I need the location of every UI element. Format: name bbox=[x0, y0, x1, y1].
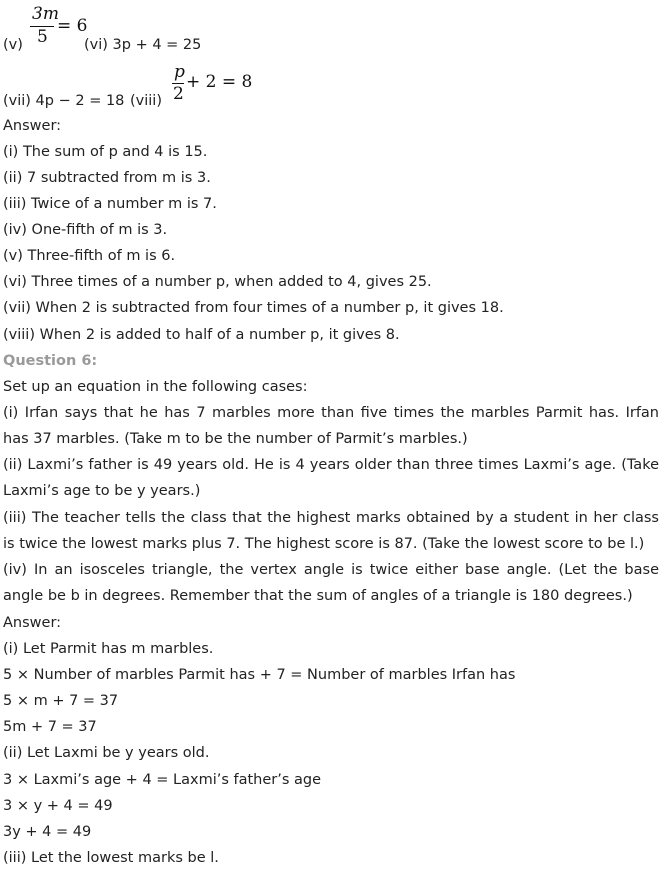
eq-viii-fraction bbox=[172, 62, 252, 106]
eq-v-numerator: 3m bbox=[32, 4, 59, 24]
answer-line: (vi) Three times of a number p, when added to 4, gives 25. bbox=[3, 274, 432, 290]
question-part: (iii) The teacher tells the class that the highest marks obtained by a student in her class is twice the lowest marks plus 7. The highest score is 87. (Take the lowest score to be l.) bbox=[3, 510, 659, 552]
answer-line: (i) Let Parmit has m marbles. bbox=[3, 641, 214, 657]
answer-line: 5 × m + 7 = 37 bbox=[3, 693, 119, 709]
question-part: (iv) In an isosceles triangle, the vertex angle is twice either base angle. (Let the base angle be b in degrees. Remember that the sum of angles of a triangle is 180 degrees.) bbox=[3, 562, 659, 604]
question-part: (ii) Laxmi’s father is 49 years old. He is 4 years older than three times Laxmi’s age. (Take Laxmi’s age to be y years.) bbox=[3, 457, 659, 499]
answer-line: (iv) One-fifth of m is 3. bbox=[3, 222, 168, 238]
answer-line: 3 × y + 4 = 49 bbox=[3, 798, 113, 814]
eq-vi: (vi) 3p + 4 = 25 bbox=[84, 37, 202, 53]
eq-viii-rhs: + 2 = 8 bbox=[186, 72, 253, 92]
answer-line: 5 × Number of marbles Parmit has + 7 = Number of marbles Irfan has bbox=[3, 667, 516, 683]
eq-v-fraction bbox=[30, 4, 90, 48]
question-part: (i) Irfan says that he has 7 marbles more than five times the marbles Parmit has. Irfan has 37 marbles. (Take m to be the number of Parmit’s marbles.) bbox=[3, 405, 659, 447]
answer-line: (ii) Let Laxmi be y years old. bbox=[3, 745, 210, 761]
eq-viii-label: (viii) bbox=[130, 93, 162, 109]
answer-line: (ii) 7 subtracted from m is 3. bbox=[3, 170, 211, 186]
eq-v-denominator: 5 bbox=[37, 27, 48, 47]
eq-v-label: (v) bbox=[3, 37, 23, 53]
eq-viii-denominator: 2 bbox=[173, 84, 184, 104]
answer-line: (v) Three-fifth of m is 6. bbox=[3, 248, 176, 264]
answer-line: 3 × Laxmi’s age + 4 = Laxmi’s father’s age bbox=[3, 772, 322, 788]
answer-line: 5m + 7 = 37 bbox=[3, 719, 97, 735]
eq-viii-numerator: p bbox=[174, 62, 185, 82]
answer-line: (viii) When 2 is added to half of a number p, it gives 8. bbox=[3, 327, 400, 343]
answer-line: (i) The sum of p and 4 is 15. bbox=[3, 144, 208, 160]
answer-line: (iii) Twice of a number m is 7. bbox=[3, 196, 217, 212]
answer-heading: Answer: bbox=[3, 615, 62, 631]
answer-line: 3y + 4 = 49 bbox=[3, 824, 92, 840]
question-intro: Set up an equation in the following cases: bbox=[3, 379, 308, 395]
answer-line: (vii) When 2 is subtracted from four times of a number p, it gives 18. bbox=[3, 300, 504, 316]
question-title: Question 6: bbox=[3, 353, 98, 369]
eq-v-rhs: = 6 bbox=[57, 16, 88, 36]
answer-heading: Answer: bbox=[3, 118, 62, 134]
eq-vii: (vii) 4p − 2 = 18 bbox=[3, 93, 125, 109]
answer-line: (iii) Let the lowest marks be l. bbox=[3, 850, 219, 866]
